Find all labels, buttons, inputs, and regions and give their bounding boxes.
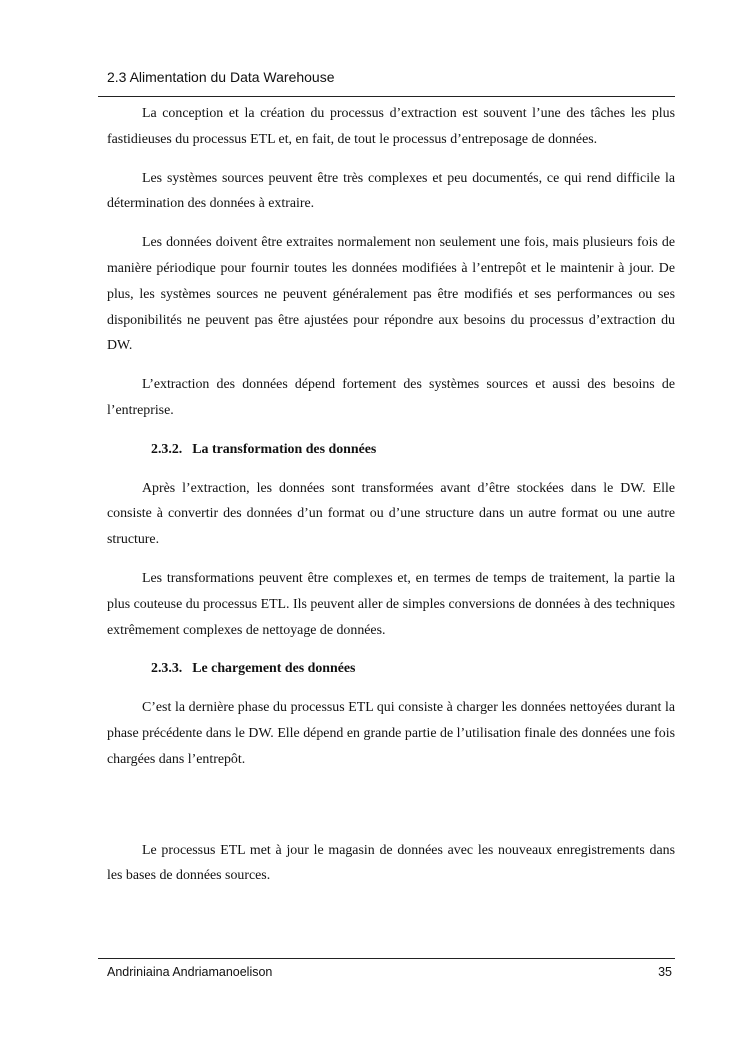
paragraph: Les données doivent être extraites normalement non seulement une fois, mais plusieurs fois de manière périodique pour fournir toutes les données modifiées à l’entrepôt et le maintenir à jour. De plus, les systèmes sources ne peuvent généralement pas être modifiés et ses performances ou ses disponibilités ne peuvent pas être ajustées pour répondre aux besoins du processus d’extraction du DW.	[107, 235, 675, 354]
section-number: 2.3.3.	[151, 661, 183, 677]
paragraph: Les systèmes sources peuvent être très complexes et peu documentés, ce qui rend difficile la détermination des données à extraire.	[107, 170, 675, 212]
section-title: Le chargement des données	[192, 661, 356, 677]
blank-space	[107, 786, 675, 838]
document-body	[107, 101, 675, 902]
paragraph: Les transformations peuvent être complexes et, en termes de temps de traitement, la partie la plus couteuse du processus ETL. Ils peuvent aller de simples conversions de données à des techniques extrêmement complexes de nettoyage de données.	[107, 570, 675, 638]
footer-divider	[98, 958, 675, 959]
section-number: 2.3.2.	[151, 441, 183, 457]
page-number: 35	[658, 965, 672, 979]
header-divider	[98, 96, 675, 97]
footer-author: Andriniaina Andriamanoelison	[107, 965, 273, 979]
section-title: La transformation des données	[192, 441, 377, 457]
paragraph: Après l’extraction, les données sont transformées avant d’être stockées dans le DW. Elle consiste à convertir des données d’un format ou d’une structure dans un autre format ou une autre structure.	[107, 480, 675, 548]
page-header-title: 2.3 Alimentation du Data Warehouse	[107, 69, 335, 85]
paragraph: Le processus ETL met à jour le magasin de données avec les nouveaux enregistrements dans les bases de données sources.	[107, 842, 675, 884]
paragraph: L’extraction des données dépend fortement des systèmes sources et aussi des besoins de l’entreprise.	[107, 377, 675, 418]
paragraph: La conception et la création du processus d’extraction est souvent l’une des tâches les plus fastidieuses du processus ETL et, en fait, de tout le processus d’entreposage de données.	[107, 106, 675, 147]
paragraph: C’est la dernière phase du processus ETL qui consiste à charger les données nettoyées durant la phase précédente dans le DW. Elle dépend en grande partie de l’utilisation finale des données une fois chargées dans l’entrepôt.	[107, 700, 675, 767]
section-heading-2-3-3	[107, 656, 675, 682]
section-heading-2-3-2	[107, 437, 675, 463]
